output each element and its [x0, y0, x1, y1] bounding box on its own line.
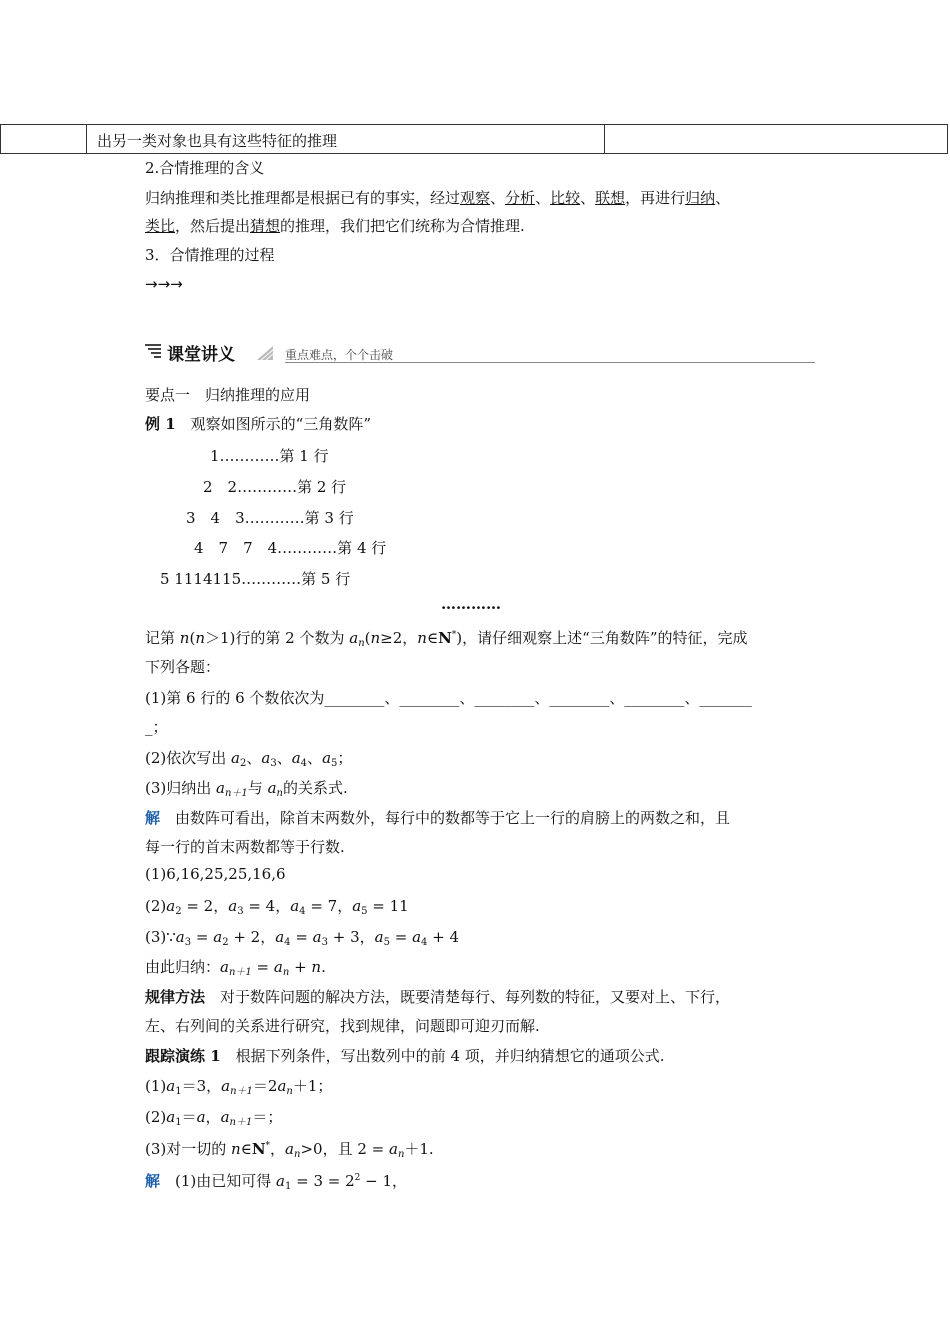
- banner-rule: [285, 362, 815, 363]
- question-1: (1)第 6 行的 6 个数依次为________、________、________、________、________、_______: [145, 689, 752, 707]
- table-divider: [86, 125, 87, 153]
- practice1-title: 跟踪演练 1 根据下列条件，写出数列中的前 4 项，并归纳猜想它的通项公式.: [145, 1047, 665, 1065]
- answer-3: $(3)\because a_3 = a_2 + 2$，$a_4 = a_3 + 3$，$a_5 = a_4 + 4$: [145, 928, 460, 948]
- example1-desc-line2: 下列各题：: [145, 658, 221, 676]
- banner-subtitle: 重点难点，个个击破: [285, 348, 394, 362]
- practice1-condition-3: (3)对一切的 n∈N*，$a_n>0$，且 $2 = a_n+1$.: [145, 1140, 434, 1160]
- section2-heading: 2.合情推理的含义: [145, 159, 265, 177]
- section2-paragraph-line1: 归纳推理和类比推理都是根据已有的事实，经过观察、分析、比较、联想，再进行归纳、: [145, 189, 731, 207]
- question-3: (3)归纳出 $a_{n+1}$与 $a_n$的关系式.: [145, 779, 348, 799]
- example1-title: 例 1 观察如图所示的“三角数阵”: [145, 415, 372, 433]
- solution1-line2: 每一行的首末两数都等于行数.: [145, 838, 345, 856]
- question-1-end: _；: [145, 718, 168, 736]
- section3-heading: 3．合情推理的过程: [145, 246, 275, 264]
- induction-conclusion: 由此归纳：$a_{n+1} = a_n + n$.: [145, 958, 326, 978]
- triangle-ellipsis: …………: [441, 595, 501, 613]
- point1-heading: 要点一 归纳推理的应用: [145, 386, 311, 404]
- triangle-row-1: 1…………第 1 行: [210, 447, 329, 465]
- triangle-row-5: 5 1114115…………第 5 行: [160, 570, 351, 588]
- practice1-condition-1: $(1)a_1=3$，$a_{n+1}=2a_n+1$；: [145, 1077, 333, 1097]
- triangle-row-3: 3 4 3…………第 3 行: [186, 509, 354, 527]
- method-line1: 规律方法 对于数阵问题的解决方法，既要清楚每行、每列数的特征，又要对上、下行，: [145, 988, 731, 1006]
- triangle-row-2: 2 2…………第 2 行: [203, 478, 347, 496]
- process-arrows: →→→: [145, 275, 183, 293]
- banner-stripe-icon: [145, 342, 161, 360]
- lecture-banner: [145, 340, 815, 368]
- solution2-line1: 解 (1)由已知可得 $a_1 = 3 = 2^2 - 1$，: [145, 1172, 408, 1192]
- triangle-row-4: 4 7 7 4…………第 4 行: [194, 539, 387, 557]
- definition-table-row: [0, 124, 948, 154]
- table-divider: [604, 125, 605, 153]
- practice1-condition-2: $(2)a_1=a$，$a_{n+1}=$；: [145, 1108, 283, 1128]
- method-line2: 左、右列间的关系进行研究，找到规律，问题即可迎刃而解.: [145, 1017, 540, 1035]
- example1-desc-line1: 记第 n(n＞1)行的第 2 个数为 $a_n(n\ge 2$，n∈N*)，请仔细观察上述“三角数阵”的特征，完成: [145, 629, 748, 649]
- answer-2: $(2)a_2 = 2$，$a_3 = 4$，$a_4 = 7$，$a_5 = 11$: [145, 897, 409, 917]
- banner-triangle-icon: [257, 342, 273, 360]
- answer-1: (1)6,16,25,25,16,6: [145, 865, 286, 883]
- section2-paragraph-line2: 类比，然后提出猜想的推理，我们把它们统称为合情推理.: [145, 217, 525, 235]
- question-2: (2)依次写出 $a_2$、$a_3$、$a_4$、$a_5$；: [145, 749, 353, 769]
- table-cell-text: 出另一类对象也具有这些特征的推理: [97, 132, 338, 150]
- banner-title: 课堂讲义: [167, 345, 235, 365]
- solution1-line1: 解 由数阵可看出，除首末两数外，每行中的数都等于它上一行的肩膀上的两数之和，且: [145, 809, 731, 827]
